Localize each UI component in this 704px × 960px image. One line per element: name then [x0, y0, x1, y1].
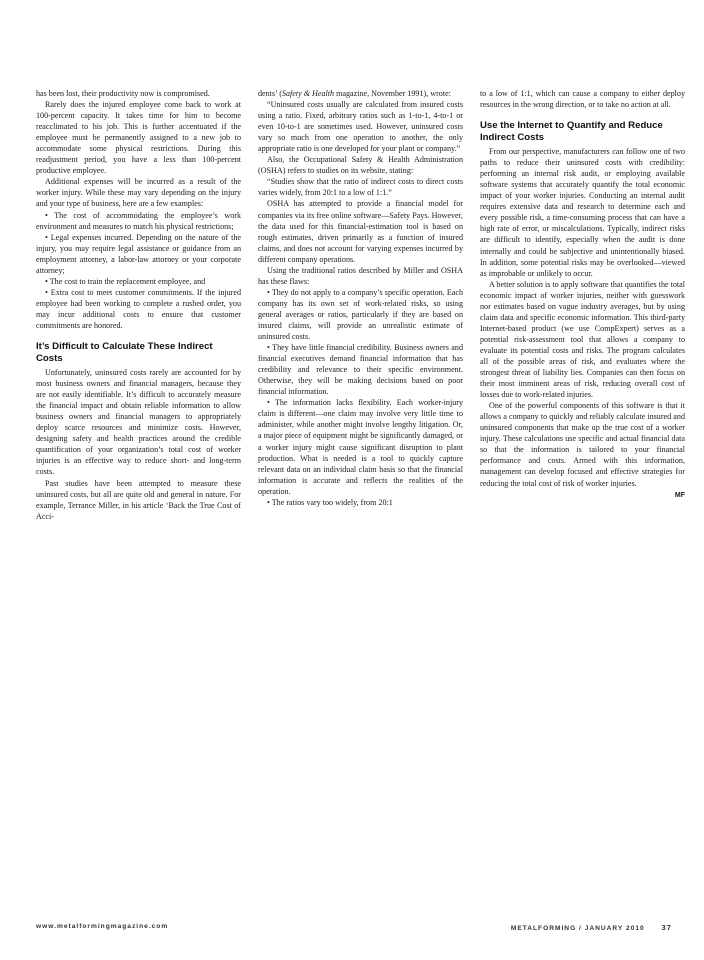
body-paragraph: A better solution is to apply software that quantifies the total economic impact of worker injuries, neither with guesswork nor estimates based on vague industry averages, but by using claim data and specific economic information. This third-party Internet-based product (we use CompExpert) serves as a potential risk-assessment tool that allows a company to evaluate its potential costs and risks. The program calculates all of the possible areas of risk, and evaluates where the strongest threat of liability lies. Companies can then focus on their most imminent areas of risk, reducing overall cost of losses due to work-related injuries. [480, 279, 686, 400]
body-paragraph: Also, the Occupational Safety & Health Administration (OSHA) refers to studies on its website, stating: [258, 155, 463, 176]
bullet-paragraph: • The ratios vary too widely, from 20:1 [267, 497, 393, 507]
body-paragraph: OSHA has attempted to provide a financial model for companies via its free online software—Safety Pays. However, the data used for this financial-estimation tool is based on rough estimates, driven primarily as a function of insured claims, and does not account for varying expenses incurred by different company operations. [258, 199, 463, 264]
footer-publication: METALFORMING / JANUARY 2010 [510, 925, 645, 932]
bullet-paragraph: • The cost of accommodating the employee’s work environment and measures to match his physical restrictions; [36, 210, 241, 231]
body-paragraph: Additional expenses will be incurred as a result of the worker injury. While these may vary depending on the injury and your type of business, here are a few examples: [36, 177, 241, 209]
bullet-paragraph: • They do not apply to a company’s specific operation. Each company has its own set of work-related risks, so using general averages or ratios, particularly if they are based on insured claims, will provide an unrealistic estimate of uninsured costs. [258, 287, 463, 342]
page-footer [36, 923, 672, 937]
body-paragraph: “Uninsured costs usually are calculated from insured costs using a ratio. Fixed, arbitrary ratios such as 1-to-1, 4-to-1 or even 10-to-1 are sometimes used. However, uninsured costs vary so much from one operation to another, the only appropriate ratio is one developed for your plant or company.” [258, 100, 463, 154]
body-paragraph: Past studies have been attempted to measure these uninsured costs, but all are quite old and general in nature. For example, Terrance Miller, in his article ‘Back the True Cost of Acci- [36, 478, 241, 521]
bullet-paragraph: • The information lacks flexibility. Each worker-injury claim is different—one claim may involve very little time to administer, while another might involve lengthy litigation. Or, a major piece of equipment might be significantly damaged, or a worker injury might cause significant disruption to plant production. What is needed is a tool to quickly capture relevant data on an individual claim basis so that the financial information is accurate and reflects the realities of the operation. [258, 398, 463, 496]
body-paragraph: From our perspective, manufacturers can follow one of two paths to reduce their uninsured costs with credibility: performing an internal risk audit, or employing available software systems that accurately quantify the total economic impact of your worker injuries. Conducting an internal audit requires extensive data and research to determine each and every possible risk, a time-consuming process that can have a high rate of error, or miscalculations. Typically, indirect risks are difficult to identify, especially when the audit is done internally and could be subjective and unintentionally biased. In addition, some potential risks may be overlooked—viewed as improbable or unlikely to occur. [480, 147, 685, 278]
body-paragraph: Unfortunately, uninsured costs rarely are accounted for by most business owners and financial managers, because they are not easily identifiable. It’s difficult to accurately measure the financial impact and obtain reliable information to allow business owners and financial managers to appropriately deploy scarce resources and minimize costs. However, designing safety and health practices around the credible quantification of your organization’s total cost of worker injuries is an effective way to reduce short- and long-term costs. [36, 368, 241, 477]
bullet-paragraph: • The cost to train the replacement employee, and [45, 276, 206, 286]
body-paragraph: One of the powerful components of this software is that it allows a company to quickly and reliably calculate insured and uninsured components that make up the true cost of a worker injury. These calculations use specific and actual financial data so that the information is tailored to your financial performance and costs. Armed with this information, management can develop focused and effective strategies for reducing the total cost of risk of worker injuries. [480, 401, 685, 488]
body-paragraph: Rarely does the injured employee come back to work at 100-percent capacity. It takes time for him to become reacclimated to his job. This is further accentuated if the employee must be permanently assigned to a new job to accommodate some physical restrictions. During this readjustment period, you have a less than 100-percent productive employee. [36, 100, 241, 176]
section-heading: It’s Difficult to Calculate These Indirect Costs [36, 341, 213, 364]
bullet-paragraph: • Extra cost to meet customer commitments. If the injured employee had been working to complete a rushed order, you may incur additional costs to ensure that customer commitments are honored. [36, 287, 241, 330]
bullet-paragraph: • Legal expenses incurred. Depending on the nature of the injury, you may require legal assistance or guidance from an employment attorney, a labor-law attorney or your corporate attorney; [36, 232, 241, 275]
body-paragraph: dents’ (Safety & Health magazine, November 1991), wrote: [258, 89, 451, 98]
text-column-1 [36, 88, 241, 522]
text-column-3 [480, 88, 685, 501]
body-paragraph: has been lost, their productivity now is compromised. [36, 89, 210, 98]
page-number: 37 [661, 923, 672, 932]
body-paragraph: Using the traditional ratios described by Miller and OSHA has these flaws: [258, 265, 463, 286]
footer-website-url: www.metalformingmagazine.com [36, 923, 169, 930]
bullet-paragraph: • They have little financial credibility. Business owners and financial executives demand financial information that has credibility and relevance to their specific environment. Otherwise, they will be making decisions based on poor financial information. [258, 343, 463, 397]
footer-publication-info [511, 923, 672, 932]
end-of-article-mark: MF [674, 491, 685, 499]
magazine-title: Safety & Health [281, 89, 335, 98]
body-paragraph: “Studies show that the ratio of indirect costs to direct costs varies widely, from 20:1 to a low of 1:1.” [258, 177, 463, 198]
body-paragraph: to a low of 1:1, which can cause a company to either deploy resources in the wrong direction, or to take no action at all. [480, 89, 685, 110]
section-heading: Use the Internet to Quantify and Reduce Indirect Costs [480, 120, 663, 143]
text-column-2 [258, 88, 463, 508]
